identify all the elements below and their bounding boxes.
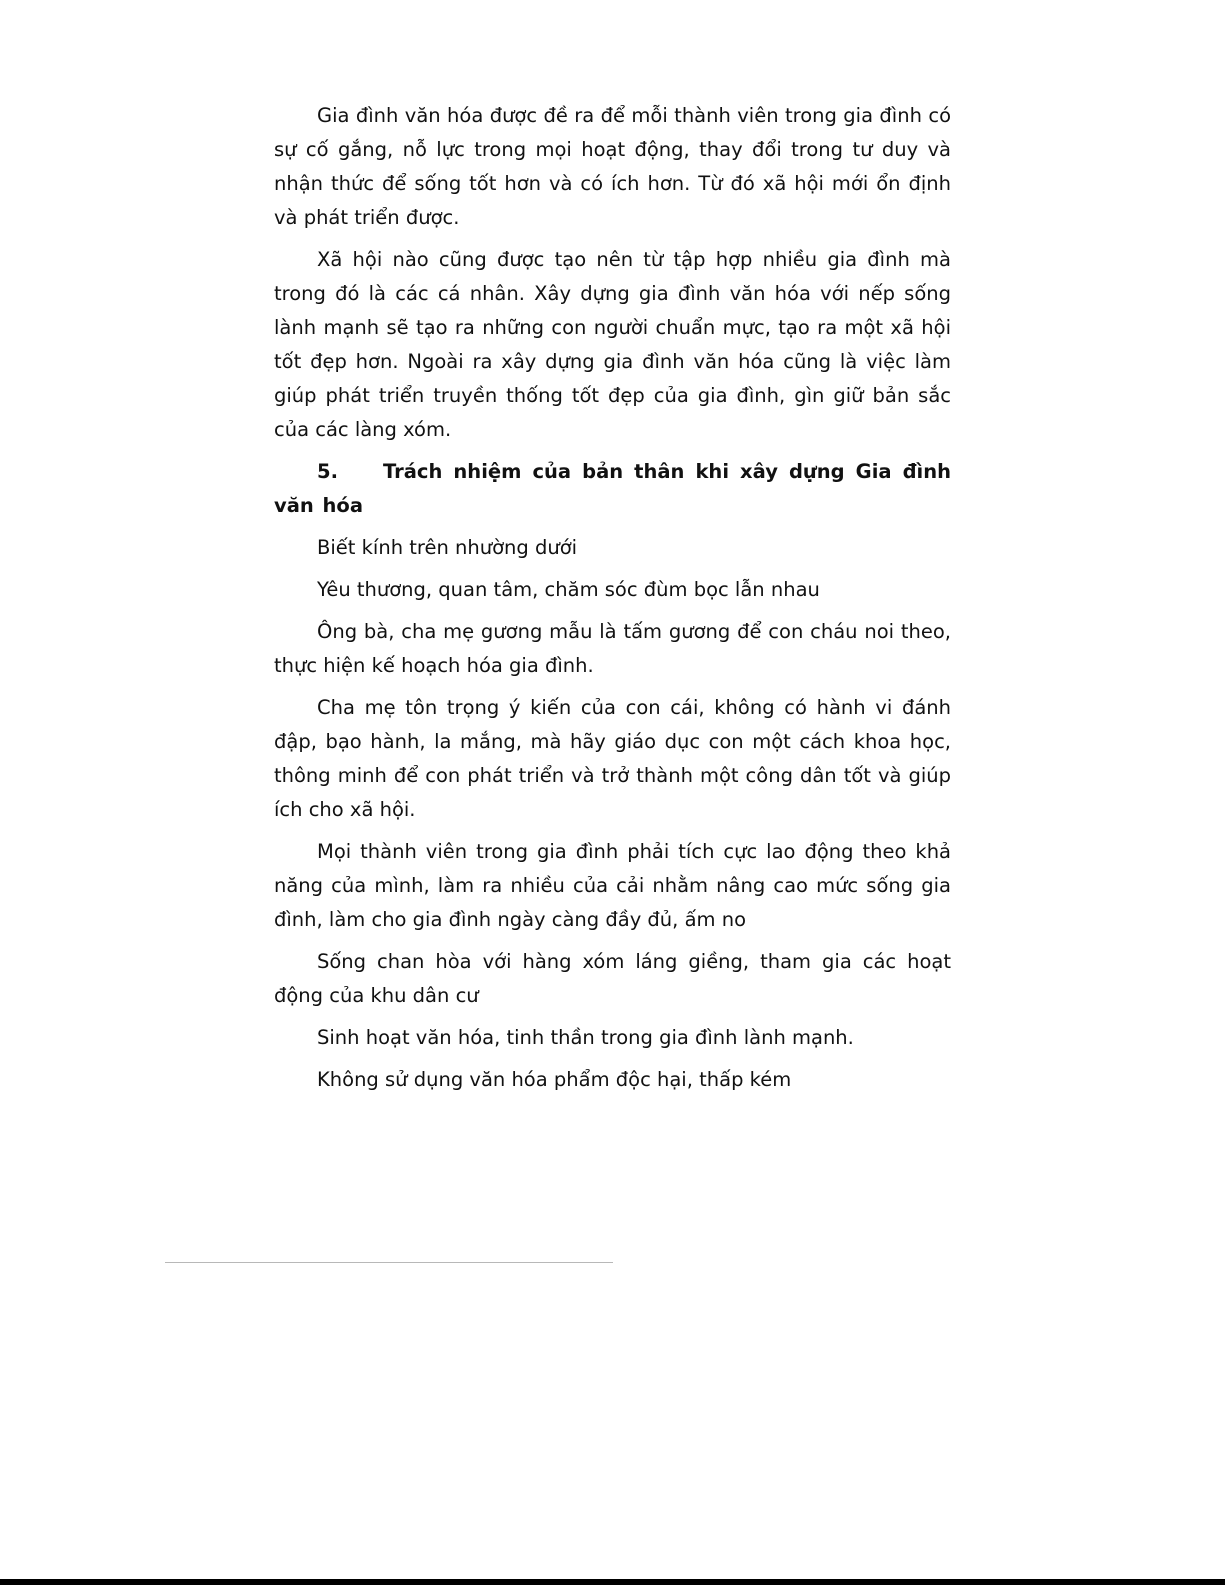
paragraph: Ông bà, cha mẹ gương mẫu là tấm gương để con cháu noi theo, thực hiện kế hoạch hóa gia đình.	[274, 620, 951, 677]
paragraph: Cha mẹ tôn trọng ý kiến của con cái, không có hành vi đánh đập, bạo hành, la mắng, mà hãy giáo dục con một cách khoa học, thông minh để con phát triển và trở thành một công dân tốt và giúp ích cho xã hội.	[274, 696, 951, 821]
paragraph: Sống chan hòa với hàng xóm láng giềng, tham gia các hoạt động của khu dân cư	[274, 950, 951, 1007]
paragraph: Sinh hoạt văn hóa, tinh thần trong gia đình lành mạnh.	[317, 1026, 854, 1049]
section-title: Trách nhiệm của bản thân khi xây dựng Gia đình văn hóa	[274, 460, 951, 517]
section-heading	[274, 455, 951, 523]
section-number: 5.	[317, 460, 338, 483]
footnote-separator	[165, 1262, 613, 1263]
paragraph: Yêu thương, quan tâm, chăm sóc đùm bọc lẫn nhau	[317, 578, 820, 601]
paragraph: Xã hội nào cũng được tạo nên từ tập hợp nhiều gia đình mà trong đó là các cá nhân. Xây dựng gia đình văn hóa với nếp sống lành mạnh sẽ tạo ra những con người chuẩn mực, tạo ra một xã hội tốt đẹp hơn. Ngoài ra xây dựng gia đình văn hóa cũng là việc làm giúp phát triển truyền thống tốt đẹp của gia đình, gìn giữ bản sắc của các làng xóm.	[274, 248, 951, 441]
paragraph: Không sử dụng văn hóa phẩm độc hại, thấp kém	[317, 1068, 792, 1091]
paragraph: Mọi thành viên trong gia đình phải tích cực lao động theo khả năng của mình, làm ra nhiều của cải nhằm nâng cao mức sống gia đình, làm cho gia đình ngày càng đầy đủ, ấm no	[274, 840, 951, 931]
paragraph: Gia đình văn hóa được đề ra để mỗi thành viên trong gia đình có sự cố gắng, nỗ lực trong mọi hoạt động, thay đổi trong tư duy và nhận thức để sống tốt hơn và có ích hơn. Từ đó xã hội mới ổn định và phát triển được.	[274, 104, 951, 229]
page-body	[274, 99, 951, 1105]
page-bottom-border	[0, 1579, 1225, 1585]
paragraph: Biết kính trên nhường dưới	[317, 536, 578, 559]
